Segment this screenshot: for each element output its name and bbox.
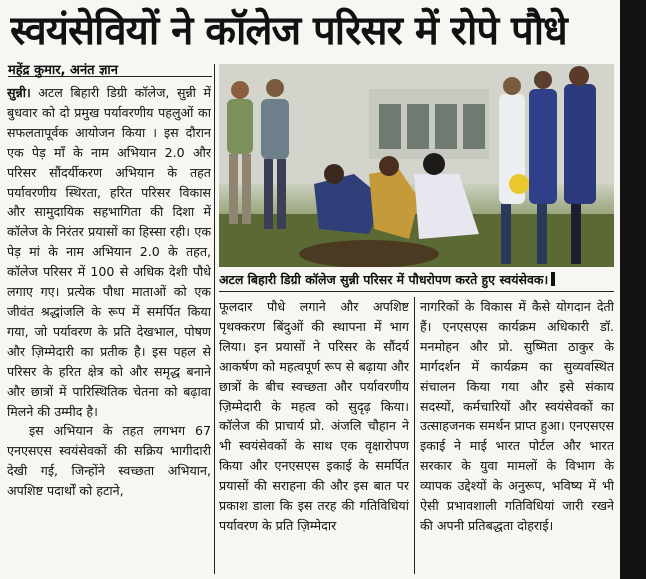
article-column-1 <box>7 83 211 579</box>
headline: स्वयंसेवियों ने कॉलेज परिसर में रोपे पौधे <box>10 8 567 54</box>
caption-text: अटल बिहारी डिग्री कॉलेज सुन्नी परिसर में पौधरोपण करते हुए स्वयंसेवक। <box>219 272 549 287</box>
article-column-2 <box>219 297 409 579</box>
article-column-3 <box>420 297 614 579</box>
dateline: सुन्नी। <box>7 85 31 100</box>
article-paragraph-1 <box>7 83 211 421</box>
article-text: अटल बिहारी डिग्री कॉलेज, सुन्नी में बुधवार को दो प्रमुख पर्यावरणीय पहलुओं का सफलतापूर्वक आयोजन किया । इस दौरान एक पेड़ माँ के नाम अभियान 2.0 और परिसर सौंदर्यीकरण अभियान के तहत पर्यावरणीय स्थिरता, हरित परिसर विकास और सामुदायिक सहभागिता की दिशा में कॉलेज के निरंतर प्रयासों का हिस्सा रही। एक पेड़ मां के नाम अभियान 2.0 के तहत, कॉलेज परिसर में 100 से अधिक देशी पौधे लगाए गए। प्रत्येक पौधा माताओं को एक जीवंत श्रद्धांजलि के रूप में समर्पित किया गया, जो पर्यावरण के प्रति देखभाल, पोषण और ज़िम्मेदारी का प्रतीक है। इस पहल से परिसर के हरित क्षेत्र को और समृद्ध बनाने और छात्रों में पारिस्थितिक चेतना को बढ़ावा मिलने की उम्मीद है। <box>7 85 211 419</box>
plantation-photo-illustration <box>219 64 614 267</box>
byline: महेंद्र कुमार, अनंत ज्ञान <box>8 63 119 78</box>
scan-edge <box>620 0 646 579</box>
news-photo <box>219 64 614 267</box>
article-paragraph-2: इस अभियान के तहत लगभग 67 एनएसएस स्वयंसेवकों की सक्रिय भागीदारी देखी गई, जिन्होंने स्वच्छता अभियान, अपशिष्ट पदार्थों को हटाने, <box>7 423 211 499</box>
column-divider <box>214 64 215 574</box>
article-paragraph-4: नागरिकों के विकास में कैसे योगदान देती हैं। एनएसएस कार्यक्रम अधिकारी डॉ. मनमोहन और प्रो. सुष्मिता ठाकुर के मार्गदर्शन में कार्यक्रम का सुव्यवस्थित संचालन किया गया और इसे संकाय सदस्यों, कर्मचारियों और स्वयंसेवकों का उत्साहजनक समर्थन प्राप्त हुआ। एनएसएस इकाई ने माई भारत पोर्टल और भारत सरकार के युवा मामलों के विभाग के व्यापक उद्देश्यों के अनुरूप, भविष्य में भी ऐसी प्रभावशाली गतिविधियां जारी रखने की अपनी प्रतिबद्धता दोहराई। <box>420 299 614 533</box>
column-divider-2 <box>414 297 415 574</box>
caption-end-mark <box>551 272 555 286</box>
photo-caption <box>219 269 614 292</box>
article-paragraph-3: फूलदार पौधे लगाने और अपशिष्ट पृथक्करण बिंदुओं की स्थापना में भाग लिया। इन प्रयासों ने परिसर के सौंदर्य आकर्षण को महत्वपूर्ण रूप से बढ़ाया और छात्रों के बीच स्वच्छता और पर्यावरणीय ज़िम्मेदारी के महत्व को सुदृढ़ किया। कॉलेज की प्राचार्य प्रो. अंजलि चौहान ने भी स्वयंसेवकों के साथ एक वृक्षारोपण किया और एनएसएस इकाई के समर्पित प्रयासों की सराहना की और इस बात पर प्रकाश डाला कि इस तरह की गतिविधियां पर्यावरण के प्रति ज़िम्मेदार <box>219 299 409 533</box>
